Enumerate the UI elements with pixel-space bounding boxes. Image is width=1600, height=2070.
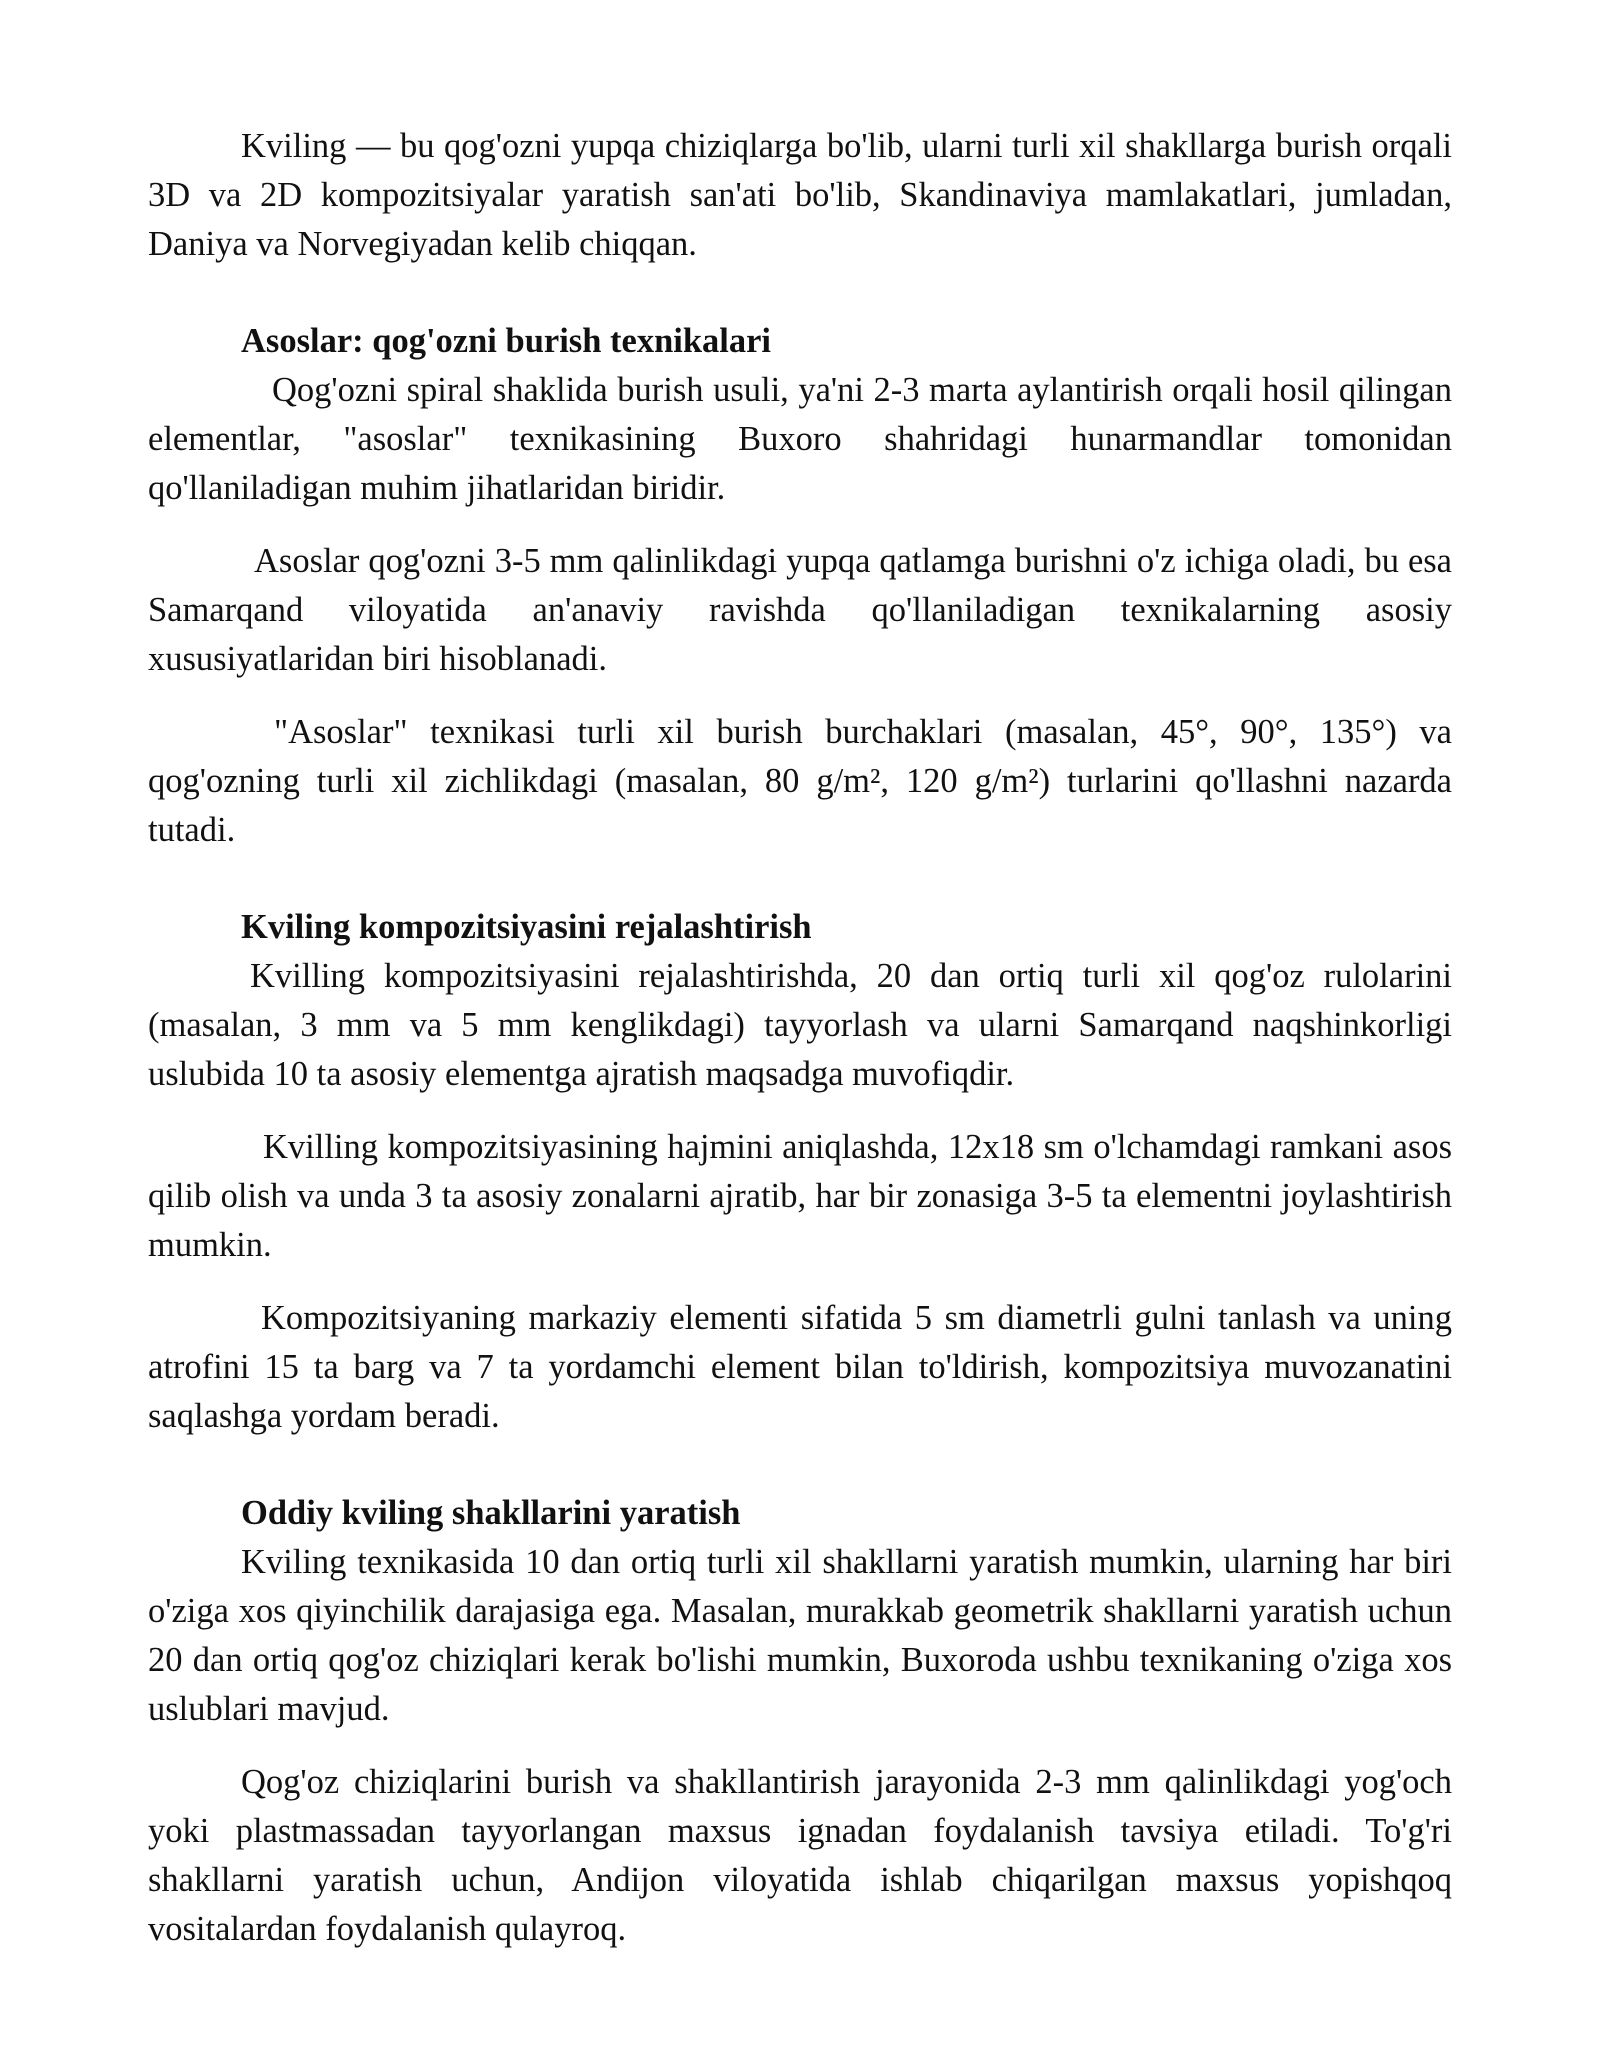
section-heading-shakllar: Oddiy kviling shakllarini yaratish (241, 1494, 741, 1532)
section-heading-rejalashtirish: Kviling kompozitsiyasini rejalashtirish (241, 908, 812, 946)
shakllar-paragraph-1: Kviling texnikasida 10 dan ortiq turli xil shakllarni yaratish mumkin, ularning har biri o'ziga xos qiyinchilik darajasiga ega. Masalan, murakkab geometrik shakllarni yaratish uchun 20 dan ortiq qog'oz chiziqlari kerak bo'lishi mumkin, Buxoroda ushbu texnikaning o'ziga xos uslublari mavjud. (148, 1543, 1452, 1728)
rejalashtirish-paragraph-2: Kvilling kompozitsiyasining hajmini aniqlashda, 12x18 sm o'lchamdagi ramkani asos qilib olish va unda 3 ta asosiy zonalarni ajratib, har bir zonasiga 3-5 ta elementni joylashtirish mumkin. (148, 1128, 1452, 1264)
section-heading-asoslar: Asoslar: qog'ozni burish texnikalari (241, 322, 772, 360)
asoslar-paragraph-3: "Asoslar" texnikasi turli xil burish burchaklari (masalan, 45°, 90°, 135°) va qog'ozning turli xil zichlikdagi (masalan, 80 g/m², 120 g/m²) turlarini qo'llashni nazarda tutadi. (148, 713, 1452, 849)
section-spacer (148, 293, 1452, 317)
intro-paragraph: Kviling — bu qog'ozni yupqa chiziqlarga bo'lib, ularni turli xil shakllarga burish orqali 3D va 2D kompozitsiyalar yaratish san'ati bo'lib, Skandinaviya mamlakatlari, jumladan, Daniya va Norvegiyadan kelib chiqqan. (148, 127, 1452, 263)
asoslar-paragraph-2: Asoslar qog'ozni 3-5 mm qalinlikdagi yupqa qatlamga burishni o'z ichiga oladi, bu esa Samarqand viloyatida an'anaviy ravishda qo'llaniladigan texnikalarning asosiy xususiyatlaridan biri hisoblanadi. (148, 542, 1452, 678)
asoslar-paragraph-1: Qog'ozni spiral shaklida burish usuli, ya'ni 2-3 marta aylantirish orqali hosil qilingan elementlar, "asoslar" texnikasining Buxoro shahridagi hunarmandlar tomonidan qo'llaniladigan muhim jihatlaridan biridir. (148, 371, 1452, 507)
shakllar-paragraph-2: Qog'oz chiziqlarini burish va shakllantirish jarayonida 2-3 mm qalinlikdagi yog'och yoki plastmassadan tayyorlangan maxsus ignadan foydalanish tavsiya etiladi. To'g'ri shakllarni yaratish uchun, Andijon viloyatida ishlab chiqarilgan maxsus yopishqoq vositalardan foydalanish qulayroq. (148, 1763, 1452, 1948)
section-spacer (148, 879, 1452, 903)
rejalashtirish-paragraph-3: Kompozitsiyaning markaziy elementi sifatida 5 sm diametrli gulni tanlash va uning atrofini 15 ta barg va 7 ta yordamchi element bilan to'ldirish, kompozitsiya muvozanatini saqlashga yordam beradi. (148, 1299, 1452, 1435)
rejalashtirish-paragraph-1: Kvilling kompozitsiyasini rejalashtirishda, 20 dan ortiq turli xil qog'oz rulolarini (masalan, 3 mm va 5 mm kenglikdagi) tayyorlash va ularni Samarqand naqshinkorligi uslubida 10 ta asosiy elementga ajratish maqsadga muvofiqdir. (148, 957, 1452, 1093)
document-body (148, 122, 1452, 1978)
section-spacer (148, 1465, 1452, 1489)
